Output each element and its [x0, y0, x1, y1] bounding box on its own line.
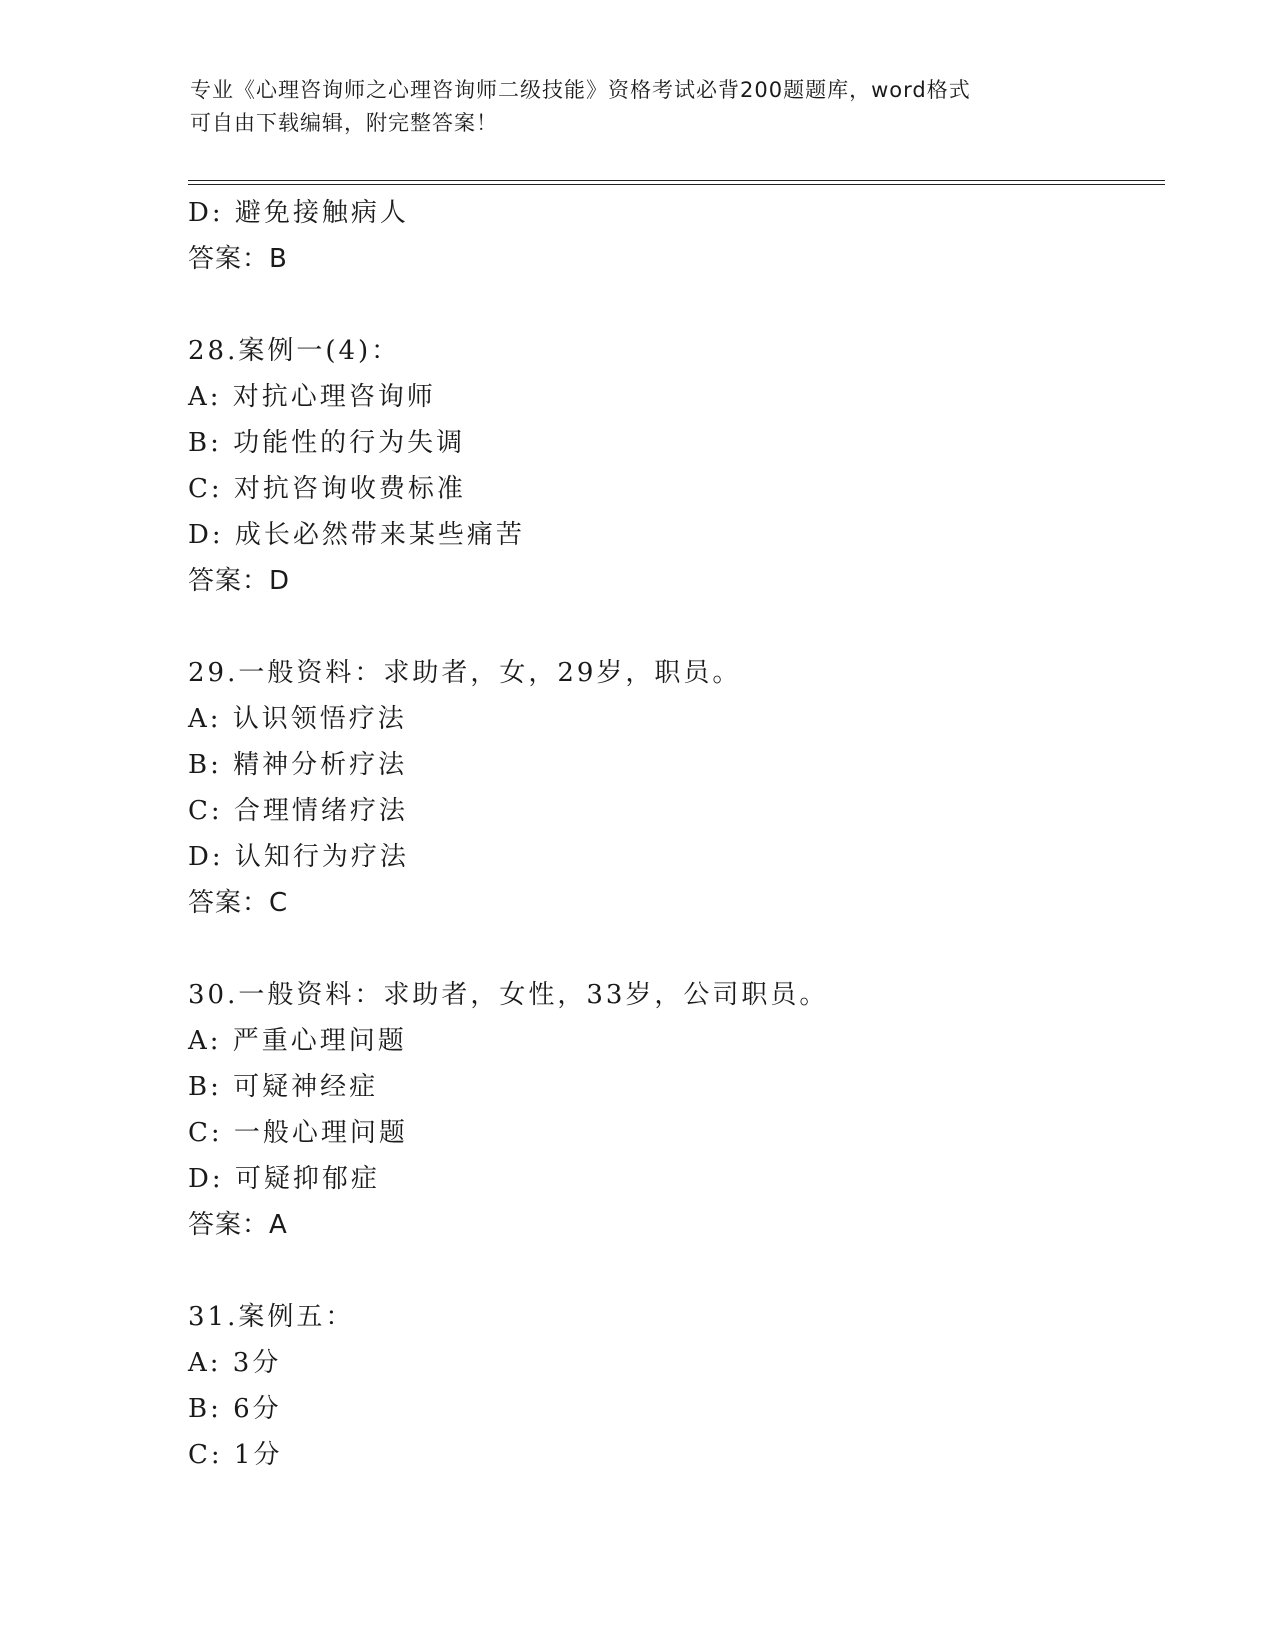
- option-c: C: 对抗咨询收费标准: [188, 474, 466, 504]
- option-b: B: 可疑神经症: [188, 1072, 379, 1102]
- header-divider-top: [188, 180, 1165, 181]
- question-text: 31.案例五：: [188, 1302, 355, 1332]
- question-block: [188, 650, 1168, 926]
- spacer: [188, 926, 1168, 972]
- option-c: C: 一般心理问题: [188, 1118, 408, 1148]
- answer-line: 答案：D: [188, 566, 291, 596]
- question-block: [188, 190, 1168, 282]
- option-b: B: 功能性的行为失调: [188, 428, 466, 458]
- option-a: A: 严重心理问题: [188, 1026, 407, 1056]
- spacer: [188, 604, 1168, 650]
- question-list: [188, 190, 1168, 1478]
- option-d: D: 避免接触病人: [188, 198, 409, 228]
- question-text: 28.案例一(4)：: [188, 336, 401, 366]
- question-text: 30.一般资料：求助者，女性，33岁，公司职员。: [188, 980, 829, 1010]
- option-b: B: 精神分析疗法: [188, 750, 408, 780]
- option-a: A: 3分: [188, 1348, 282, 1378]
- question-text: 29.一般资料：求助者，女，29岁，职员。: [188, 658, 742, 688]
- spacer: [188, 282, 1168, 328]
- option-b: B: 6分: [188, 1394, 282, 1424]
- option-d: D: 成长必然带来某些痛苦: [188, 520, 525, 550]
- header-title-line-1: 专业《心理咨询师之心理咨询师二级技能》资格考试必背200题题库，word格式: [190, 78, 971, 102]
- option-c: C: 1分: [188, 1440, 283, 1470]
- option-d: D: 认知行为疗法: [188, 842, 409, 872]
- option-c: C: 合理情绪疗法: [188, 796, 408, 826]
- question-block: [188, 328, 1168, 604]
- question-block: [188, 972, 1168, 1248]
- answer-line: 答案：A: [188, 1210, 288, 1240]
- answer-line: 答案：B: [188, 244, 288, 274]
- document-header: [190, 74, 1090, 140]
- spacer: [188, 1248, 1168, 1294]
- answer-line: 答案：C: [188, 888, 289, 918]
- header-title-line-2: 可自由下载编辑，附完整答案！: [190, 111, 498, 135]
- option-d: D: 可疑抑郁症: [188, 1164, 380, 1194]
- option-a: A: 对抗心理咨询师: [188, 382, 436, 412]
- header-divider-bottom: [188, 184, 1165, 185]
- question-block: [188, 1294, 1168, 1478]
- option-a: A: 认识领悟疗法: [188, 704, 407, 734]
